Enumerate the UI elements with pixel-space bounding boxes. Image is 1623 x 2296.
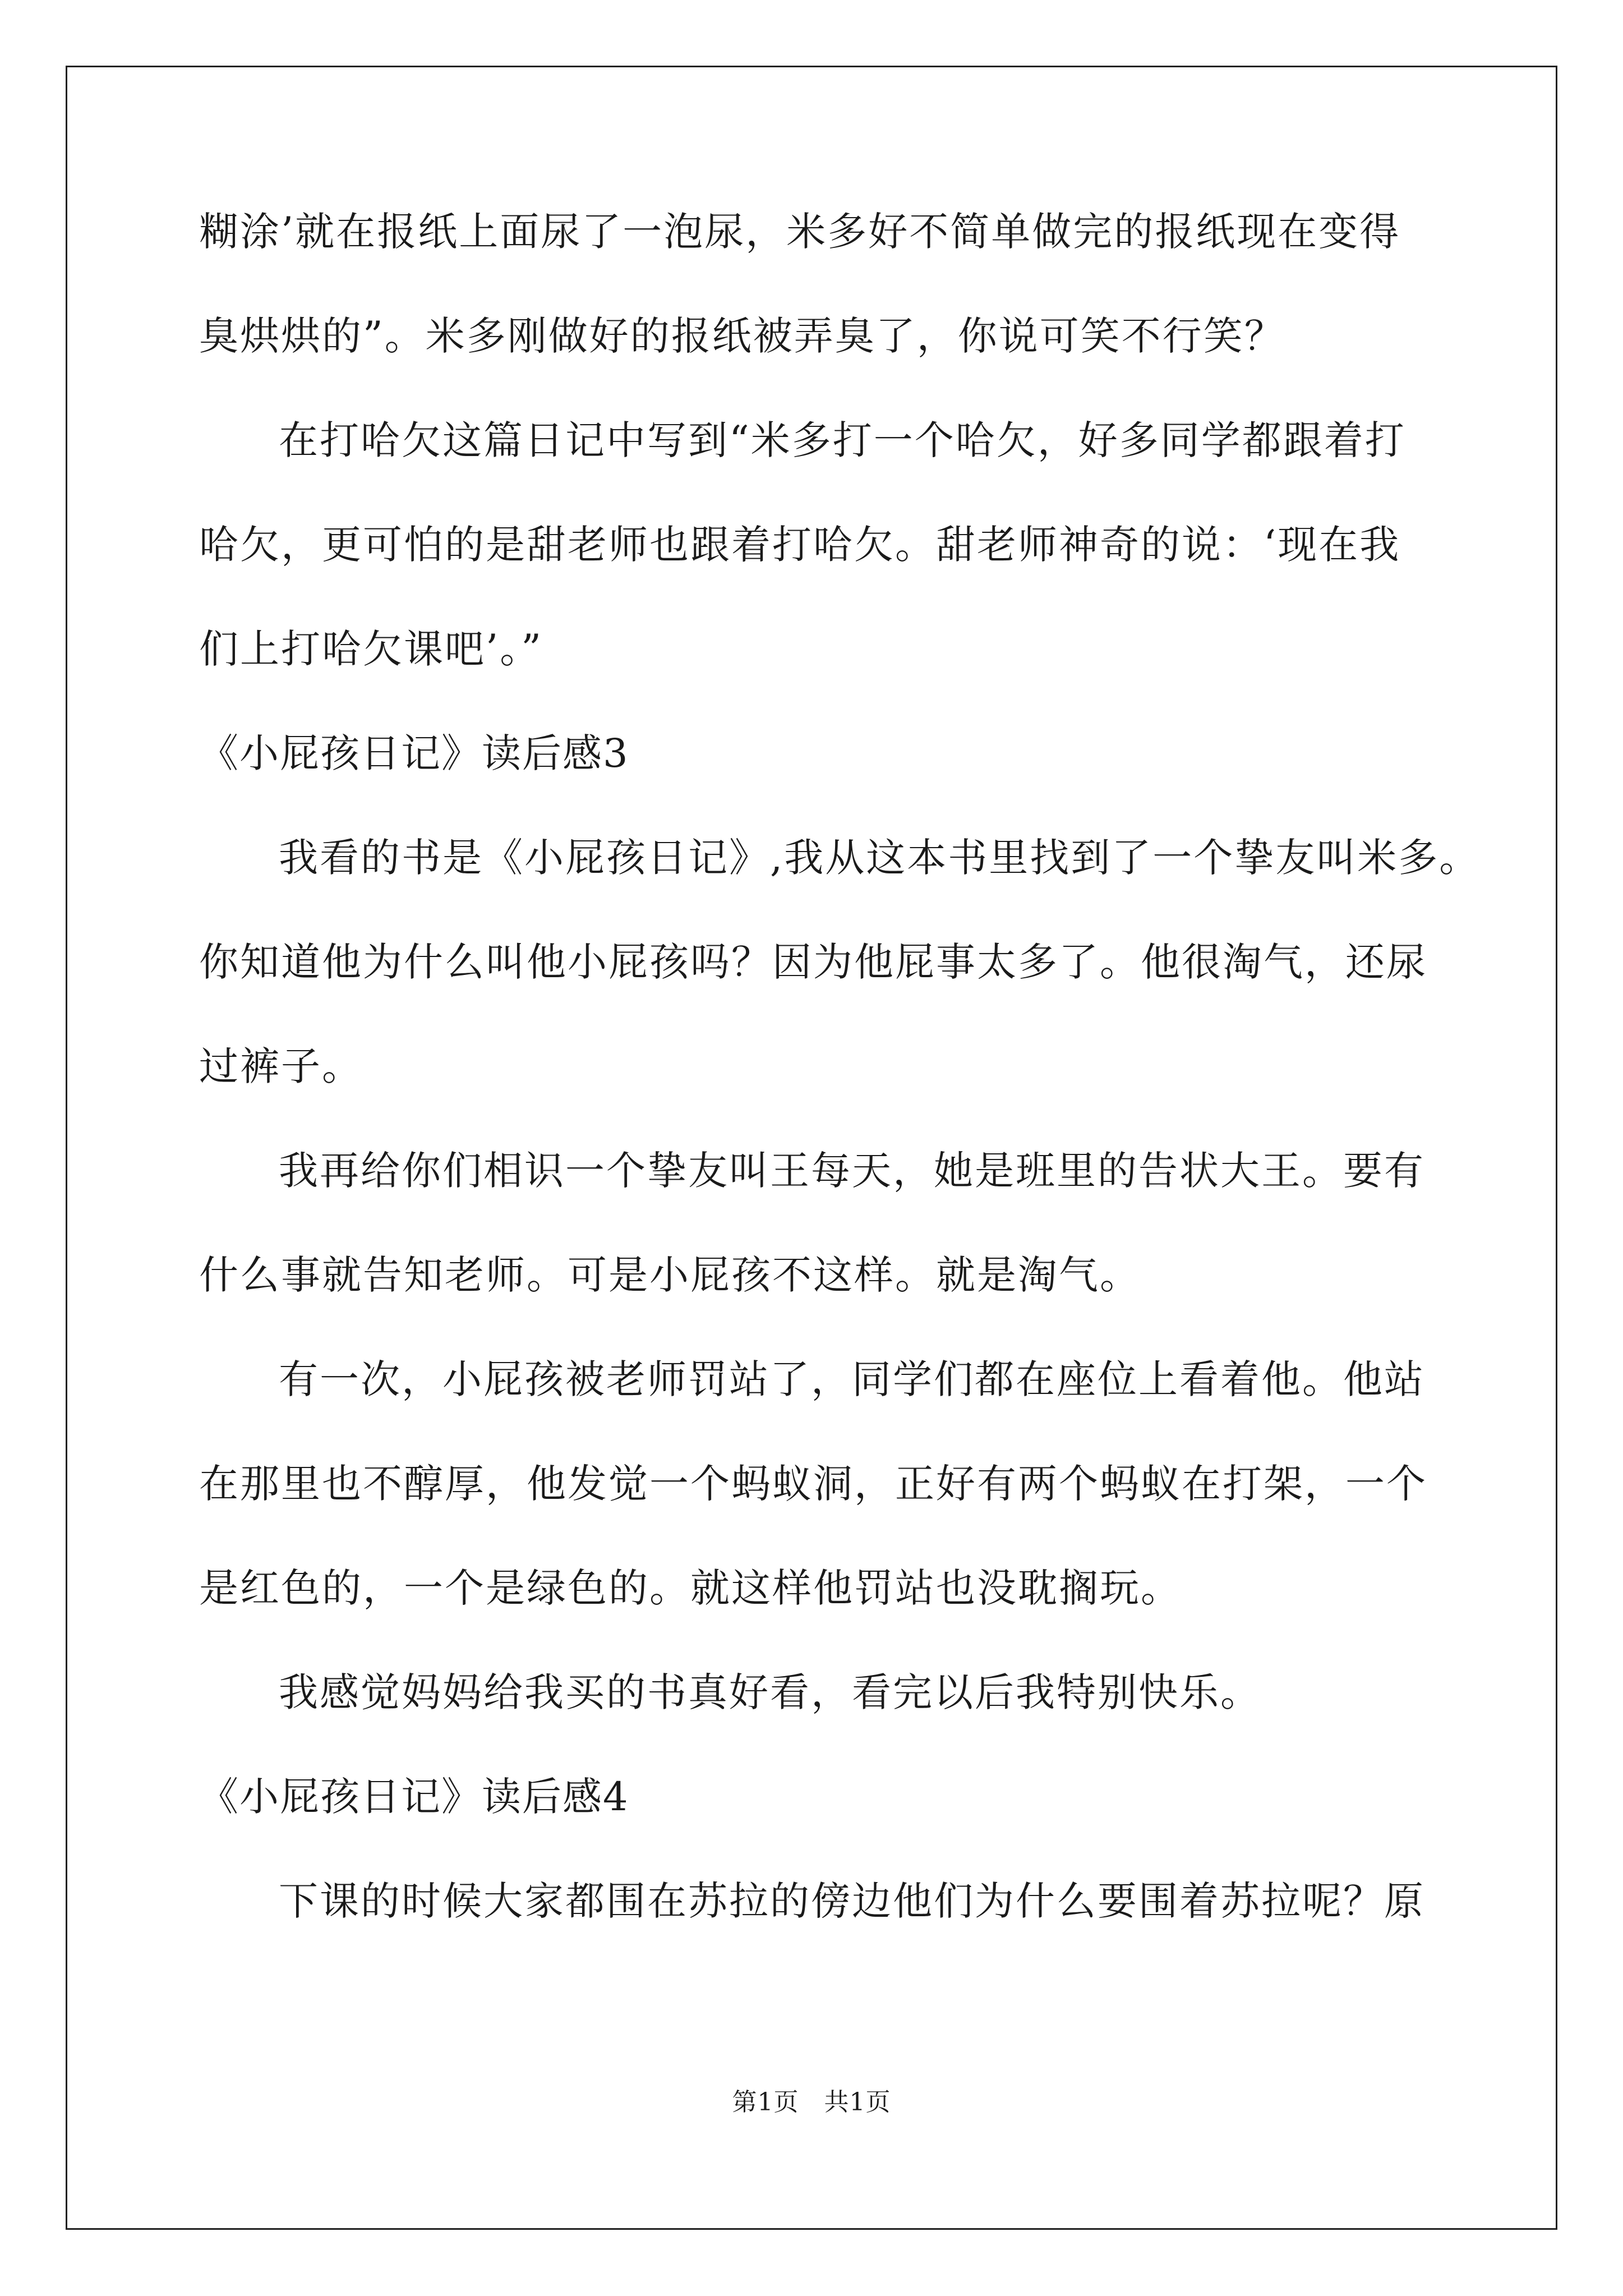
paragraph-line: 你知道他为什么叫他小屁孩吗？因为他屁事太多了。他很淘气，还尿 [199, 939, 1427, 985]
paragraph-line: 我感觉妈妈给我买的书真好看，看完以后我特别快乐。 [279, 1669, 1261, 1715]
paragraph-line: 我看的书是《小屁孩日记》,我从这本书里找到了一个挚友叫米多。 [279, 835, 1481, 881]
paragraph-line: 什么事就告知老师。可是小屁孩不这样。就是淘气。 [199, 1252, 1141, 1298]
paragraph-line: 下课的时候大家都围在苏拉的傍边他们为什么要围着苏拉呢？原 [279, 1878, 1425, 1924]
paragraph-line: 们上打哈欠课吧’。” [199, 626, 543, 672]
paragraph-line: 在打哈欠这篇日记中写到“米多打一个哈欠，好多同学都跟着打 [279, 417, 1406, 463]
paragraph-line: 有一次，小屁孩被老师罚站了，同学们都在座位上看着他。他站 [279, 1356, 1425, 1402]
paragraph-line: 我再给你们相识一个挚友叫王每天，她是班里的告状大王。要有 [279, 1148, 1425, 1194]
paragraph-line: 在那里也不醇厚，他发觉一个蚂蚁洞，正好有两个蚂蚁在打架，一个 [199, 1461, 1427, 1507]
section-heading: 《小屁孩日记》读后感4 [199, 1774, 629, 1820]
paragraph-line: 过裤子。 [199, 1043, 363, 1089]
page-number-footer: 第1页 共1页 [732, 2088, 891, 2116]
paragraph-line: 臭烘烘的”。米多刚做好的报纸被弄臭了，你说可笑不行笑？ [199, 313, 1285, 359]
section-heading: 《小屁孩日记》读后感3 [199, 730, 629, 776]
paragraph-line: 糊涂’就在报纸上面尿了一泡尿，米多好不简单做完的报纸现在变得 [199, 209, 1401, 255]
paragraph-line: 是红色的，一个是绿色的。就这样他罚站也没耽搁玩。 [199, 1565, 1182, 1611]
paragraph-line: 哈欠，更可怕的是甜老师也跟着打哈欠。甜老师神奇的说：‘现在我 [199, 522, 1401, 568]
